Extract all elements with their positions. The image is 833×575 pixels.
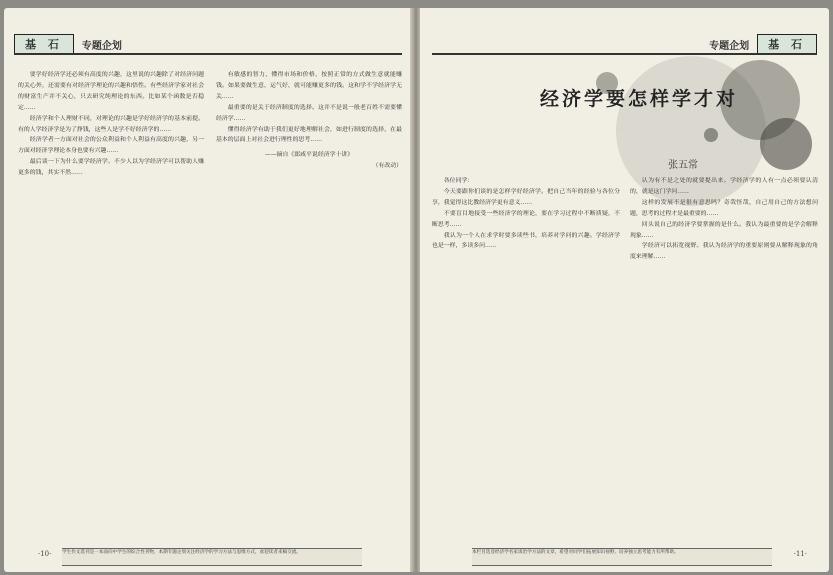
paragraph: 最重要的是关于经济制度的选择。这并不是说一般老百姓不需要懂经济学…… [216,104,402,122]
source-signature: ——摘自《郎咸平说经济学十讲》 [264,152,354,159]
paragraph: 认为有不是之处的就要提出来。学经济学的人有一点必须要认清的，就是这门学问…… [630,178,818,195]
paragraph: 经济学者一方面对社会的公众利益和个人利益有高度的兴趣，另一方面对经济学理论本身也要有兴趣…… [18,137,204,155]
right-column-2 [630,176,818,263]
left-column-1 [18,70,204,179]
paragraph: 不要盲目地接受一些经济学的理论，要在学习过程中不断质疑，不断思考…… [432,210,620,228]
paragraph: 有敏感的智力，懂得市场和价格，按照正常的方式做生意就能赚钱。如果要做生意，运气好，就可能赚更多的钱。这和学不学经济学无关…… [216,72,402,100]
left-column-2 [216,70,402,172]
paragraph: 各位同学： [443,178,474,184]
source-note: （有改动） [372,163,402,170]
article-title: 经济学要怎样学才对 [540,88,739,110]
paragraph: 要学好经济学还必须有高度的兴趣，这里说的兴趣除了对经济问题的关心外，还需要有对经济学理论的兴趣和悟性。有些经济学家对社会的财富生产并不关心，只去研究纯理论的东西。比如某个函数是否稳定…… [18,72,204,111]
paragraph: 回头说自己的经济学要掌握的是什么。我认为最重要的是学会解释现象…… [630,221,818,239]
page-number: ·10· [38,550,52,558]
article-author: 张五常 [668,160,698,171]
decorative-circle [760,118,812,170]
left-page-header [14,34,122,54]
header-rule [14,53,402,55]
left-page [4,8,412,572]
paragraph: 我认为一个人在求学时要多读些书，培养对学问的兴趣。学经济学也是一样，多读多问…… [432,232,620,250]
paragraph: 学经济可以拓宽视野。我认为经济学的重要原则要从解释现象的角度来理解…… [630,243,818,261]
page-number: ·11· [793,550,807,558]
right-column-1 [432,176,620,252]
section-label: 专题企划 [81,40,122,52]
paragraph: 经济学和个人理财不同，对理论的兴趣是学好经济学的基本前提。有的人学经济学是为了挣钱，这些人是学不好经济学的…… [18,115,204,133]
paragraph: 懂得经济学有助于我们更好地理解社会，如进行制度的选择，在最基本的层面上对社会进行理性的思考…… [216,126,402,144]
footer-banner: 学生作文选刊是一本面向中学生的综合性刊物，本期专题企划关注经济学的学习方法与思维方式，欢迎读者来稿交流。 [62,548,362,566]
paragraph: 这样的发展不是很有意思吗？奇哉怪哉，自己用自己的方法想问题，思考的过程才是最重要的…… [630,199,818,217]
right-page [420,8,829,572]
footer-banner: 本栏目选登经济学名家谈治学方法的文章，希望对同学们拓展知识视野、培养独立思考能力有所帮助。 [472,548,772,566]
decorative-circle [704,128,718,142]
paragraph: 最后谈一下为什么要学经济学。不少人以为学经济学可以帮助人赚更多的钱，其实不然…… [18,159,204,177]
column-badge: 基 石 [14,34,74,54]
right-page-header [709,34,817,54]
column-badge: 基 石 [757,34,817,54]
header-rule [432,53,817,55]
paragraph: 今天要跟你们谈的是怎样学好经济学。把自己当年的经验与各位分享，我觉得这比教经济学更有意义…… [432,188,620,206]
section-label: 专题企划 [709,40,750,52]
